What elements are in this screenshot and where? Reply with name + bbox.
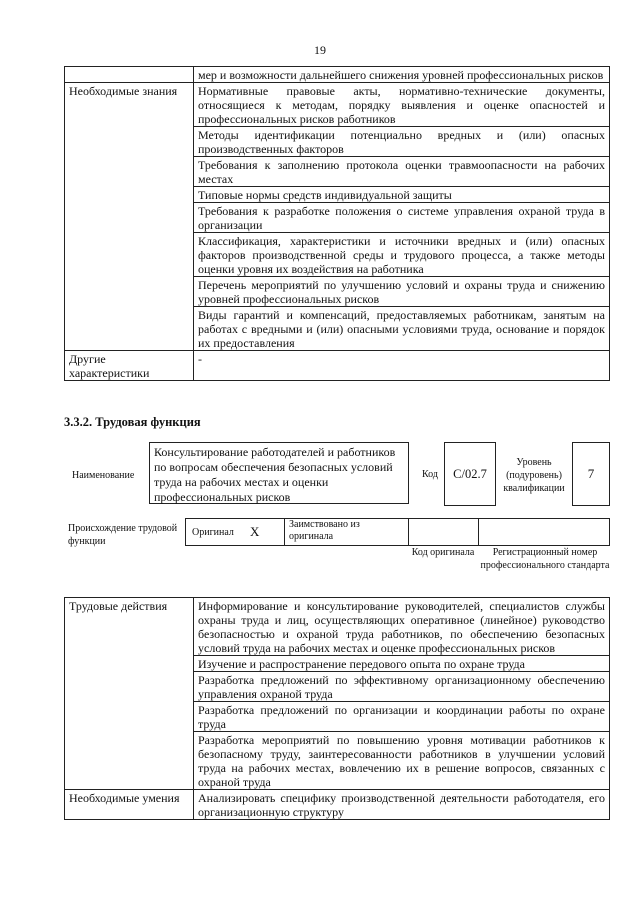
table-cell: Типовые нормы средств индивидуальной защиты bbox=[194, 187, 610, 203]
table-cell: Информирование и консультирование руководителей, специалистов службы охраны труда и лиц, осуществляющих оперативное (линейное) руководство безопасностью и охраной труда работников, по обеспечению безопасных условий труда на рабочих местах и оценке профессиональных рисков bbox=[194, 598, 610, 656]
row-label: Необходимые знания bbox=[65, 83, 194, 351]
origin-divider-3 bbox=[478, 518, 479, 545]
table-cell: мер и возможности дальнейшего снижения уровней профессиональных рисков bbox=[194, 67, 610, 83]
table-cell: Классификация, характеристики и источники вредных и (или) опасных факторов производственной среды и трудового процесса, а также методы оценки уровня их воздействия на работника bbox=[194, 233, 610, 277]
table-cell: Анализировать специфику производственной деятельности работодателя, его организационную структуру bbox=[194, 790, 610, 820]
code-box: С/02.7 bbox=[444, 442, 496, 506]
table-row bbox=[65, 598, 610, 656]
original-mark: X bbox=[250, 524, 260, 539]
row-label: Другие характеристики bbox=[65, 351, 194, 381]
function-name-box: Консультирование работодателей и работников по вопросам обеспечения безопасных условий труда на рабочих местах и оценки профессиональных рисков bbox=[149, 442, 409, 504]
table-cell: Нормативные правовые акты, нормативно-технические документы, относящиеся к методам, порядку выявления и оценке опасностей и профессиональных рисков работников bbox=[194, 83, 610, 127]
labor-actions-table bbox=[64, 597, 610, 820]
page-number: 19 bbox=[314, 43, 326, 57]
table-cell: Требования к разработке положения о системе управления охраной труда в организации bbox=[194, 203, 610, 233]
reg-number-caption: Регистрационный номер профессионального стандарта bbox=[480, 547, 610, 571]
table-row bbox=[65, 67, 610, 83]
row-label bbox=[65, 67, 194, 83]
table-row bbox=[65, 790, 610, 820]
table-row bbox=[65, 83, 610, 127]
level-label: Уровень (подуровень) квалификации bbox=[503, 457, 565, 494]
table-cell: Перечень мероприятий по улучшению условий и охраны труда и снижению уровней профессиональных рисков bbox=[194, 277, 610, 307]
code-original-caption: Код оригинала bbox=[411, 547, 475, 558]
level-box: 7 bbox=[572, 442, 610, 506]
code-label: Код bbox=[422, 469, 438, 480]
table-row bbox=[65, 351, 610, 381]
table-cell: Разработка мероприятий по повышению уровня мотивации работников к безопасному труду, заинтересованности работников в улучшении условий труда на рабочих местах, вовлечению их в решение вопросов, связанных с охраной труда bbox=[194, 732, 610, 790]
origin-label: Происхождение трудовой функции bbox=[68, 523, 178, 547]
table-cell: Изучение и распространение передового опыта по охране труда bbox=[194, 656, 610, 672]
table-cell: Требования к заполнению протокола оценки травмоопасности на рабочих местах bbox=[194, 157, 610, 187]
section-title: 3.3.2. Трудовая функция bbox=[64, 415, 201, 429]
knowledge-table bbox=[64, 66, 610, 381]
table-cell: Разработка предложений по организации и координации работы по охране труда bbox=[194, 702, 610, 732]
table-cell: Методы идентификации потенциально вредных и (или) опасных производственных факторов bbox=[194, 127, 610, 157]
table-cell: Разработка предложений по эффективному организационному обеспечению управления охраной труда bbox=[194, 672, 610, 702]
table-cell: Виды гарантий и компенсаций, предоставляемых работникам, занятым на работах с вредными и (или) опасными условиями труда, основание и порядок их предоставления bbox=[194, 307, 610, 351]
borrowed-label: Заимствовано из оригинала bbox=[289, 519, 360, 542]
original-label: Оригинал bbox=[192, 527, 234, 538]
table-cell: - bbox=[194, 351, 610, 381]
row-label: Трудовые действия bbox=[65, 598, 194, 790]
name-label: Наименование bbox=[72, 470, 135, 481]
row-label: Необходимые умения bbox=[65, 790, 194, 820]
origin-divider-1 bbox=[284, 518, 285, 545]
origin-divider-2 bbox=[408, 518, 409, 545]
